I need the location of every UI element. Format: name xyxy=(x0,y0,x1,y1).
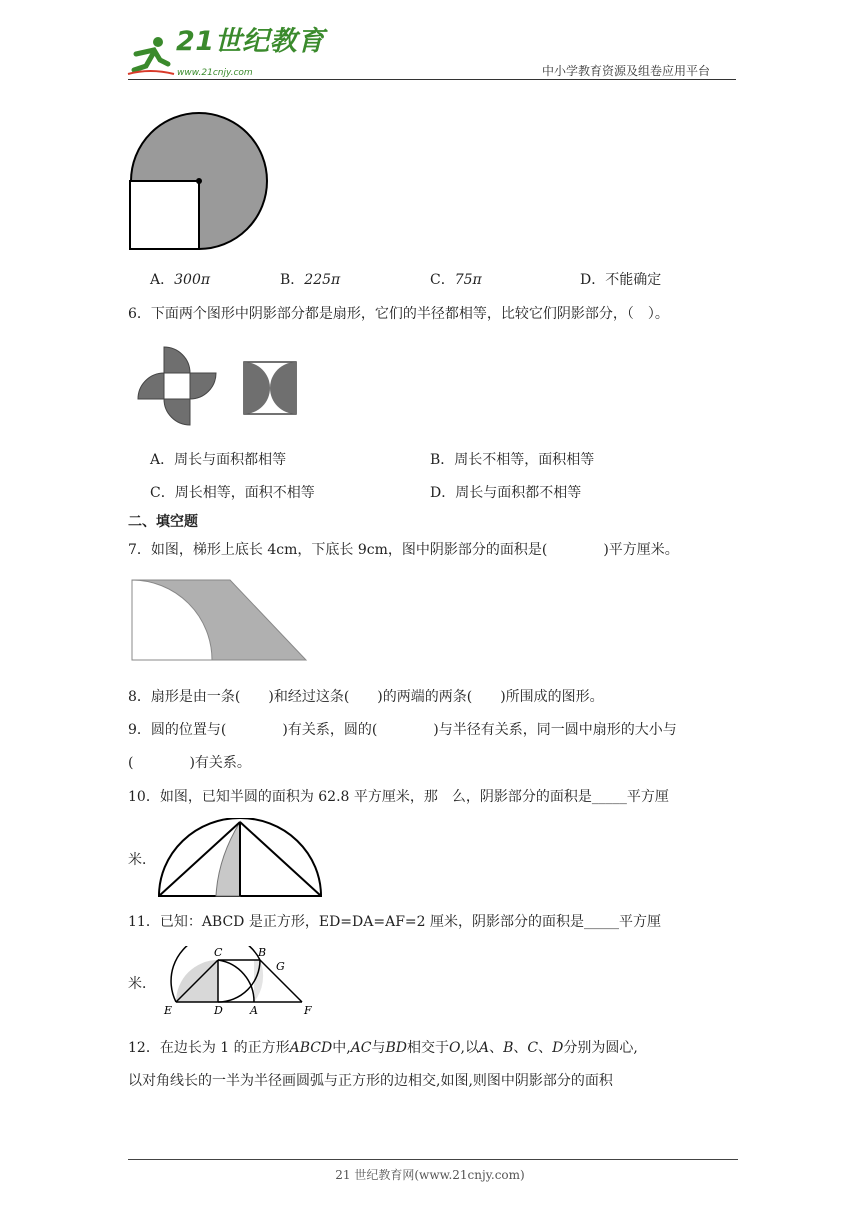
q6-question-text: 6．下面两个图形中阴影部分都是扇形，它们的半径都相等，比较它们阴影部分，（ ）。 xyxy=(128,306,669,322)
q9-question-line1: 9．圆的位置与( )有关系，圆的( )与半径有关系，同一圆中扇形的大小与 xyxy=(128,722,677,738)
logo-text: 21世纪教育 xyxy=(176,26,325,57)
q6-option-a[interactable]: A．周长与面积都相等 xyxy=(150,452,287,468)
q8-question-text: 8．扇形是由一条( )和经过这条( )的两端的两条( )所围成的图形。 xyxy=(128,689,604,705)
q9-question-line2: ( )有关系。 xyxy=(128,755,251,771)
q12-question-line2: 以对角线长的一半为半径画圆弧与正方形的边相交,如图,则图中阴影部分的面积 xyxy=(128,1073,613,1089)
label-g: G xyxy=(276,960,285,973)
label-c: C xyxy=(214,946,223,959)
q6-option-d[interactable]: D．周长与面积都不相等 xyxy=(430,485,582,501)
q6-square-semicircles-figure xyxy=(242,360,298,416)
label-b: B xyxy=(258,946,267,959)
q11-square-arcs-figure xyxy=(158,946,320,1018)
section-heading: 二、填空题 xyxy=(128,514,198,530)
q5-circle-square-figure xyxy=(125,112,271,254)
q5-option-c[interactable]: C．75π xyxy=(430,272,482,288)
q7-question-text: 7．如图，梯形上底长 4cm，下底长 9cm，图中阴影部分的面积是( )平方厘米。 xyxy=(128,542,679,558)
q12-question-line1: 12．在边长为 1 的正方形ABCD中,AC与BD相交于O,以A、B、C、D分别为圆心, xyxy=(128,1040,638,1056)
q7-trapezoid-figure xyxy=(130,578,308,662)
header-divider xyxy=(128,79,736,80)
q11-question-line2: 米． xyxy=(128,976,156,992)
footer-text: 21 世纪教育网(www.21cnjy.com) xyxy=(335,1168,525,1182)
q11-question-line1: 11．已知：ABCD 是正方形，ED=DA=AF=2 厘米，阴影部分的面积是_____平方厘 xyxy=(128,914,662,930)
q5-option-a[interactable]: A．300π xyxy=(150,272,211,288)
q10-question-line2: 米． xyxy=(128,852,156,868)
q5-option-b[interactable]: B．225π xyxy=(280,272,341,288)
footer-divider xyxy=(128,1159,738,1160)
logo-url: www.21cnjy.com xyxy=(177,68,253,78)
q6-option-c[interactable]: C．周长相等，面积不相等 xyxy=(150,485,315,501)
label-d: D xyxy=(214,1004,223,1017)
header-platform-text: 中小学教育资源及组卷应用平台 xyxy=(542,64,711,78)
q10-semicircle-figure xyxy=(154,818,326,900)
q5-option-d[interactable]: D．不能确定 xyxy=(580,272,662,288)
label-a: A xyxy=(250,1004,258,1017)
runner-logo-icon xyxy=(124,34,176,78)
label-f: F xyxy=(304,1004,312,1017)
label-e: E xyxy=(164,1004,173,1017)
q10-question-line1: 10．如图，已知半圆的面积为 62.8 平方厘米，那 么，阴影部分的面积是_____平方厘 xyxy=(128,789,669,805)
q6-option-b[interactable]: B．周长不相等，面积相等 xyxy=(430,452,595,468)
q6-pinwheel-figure xyxy=(136,346,218,426)
